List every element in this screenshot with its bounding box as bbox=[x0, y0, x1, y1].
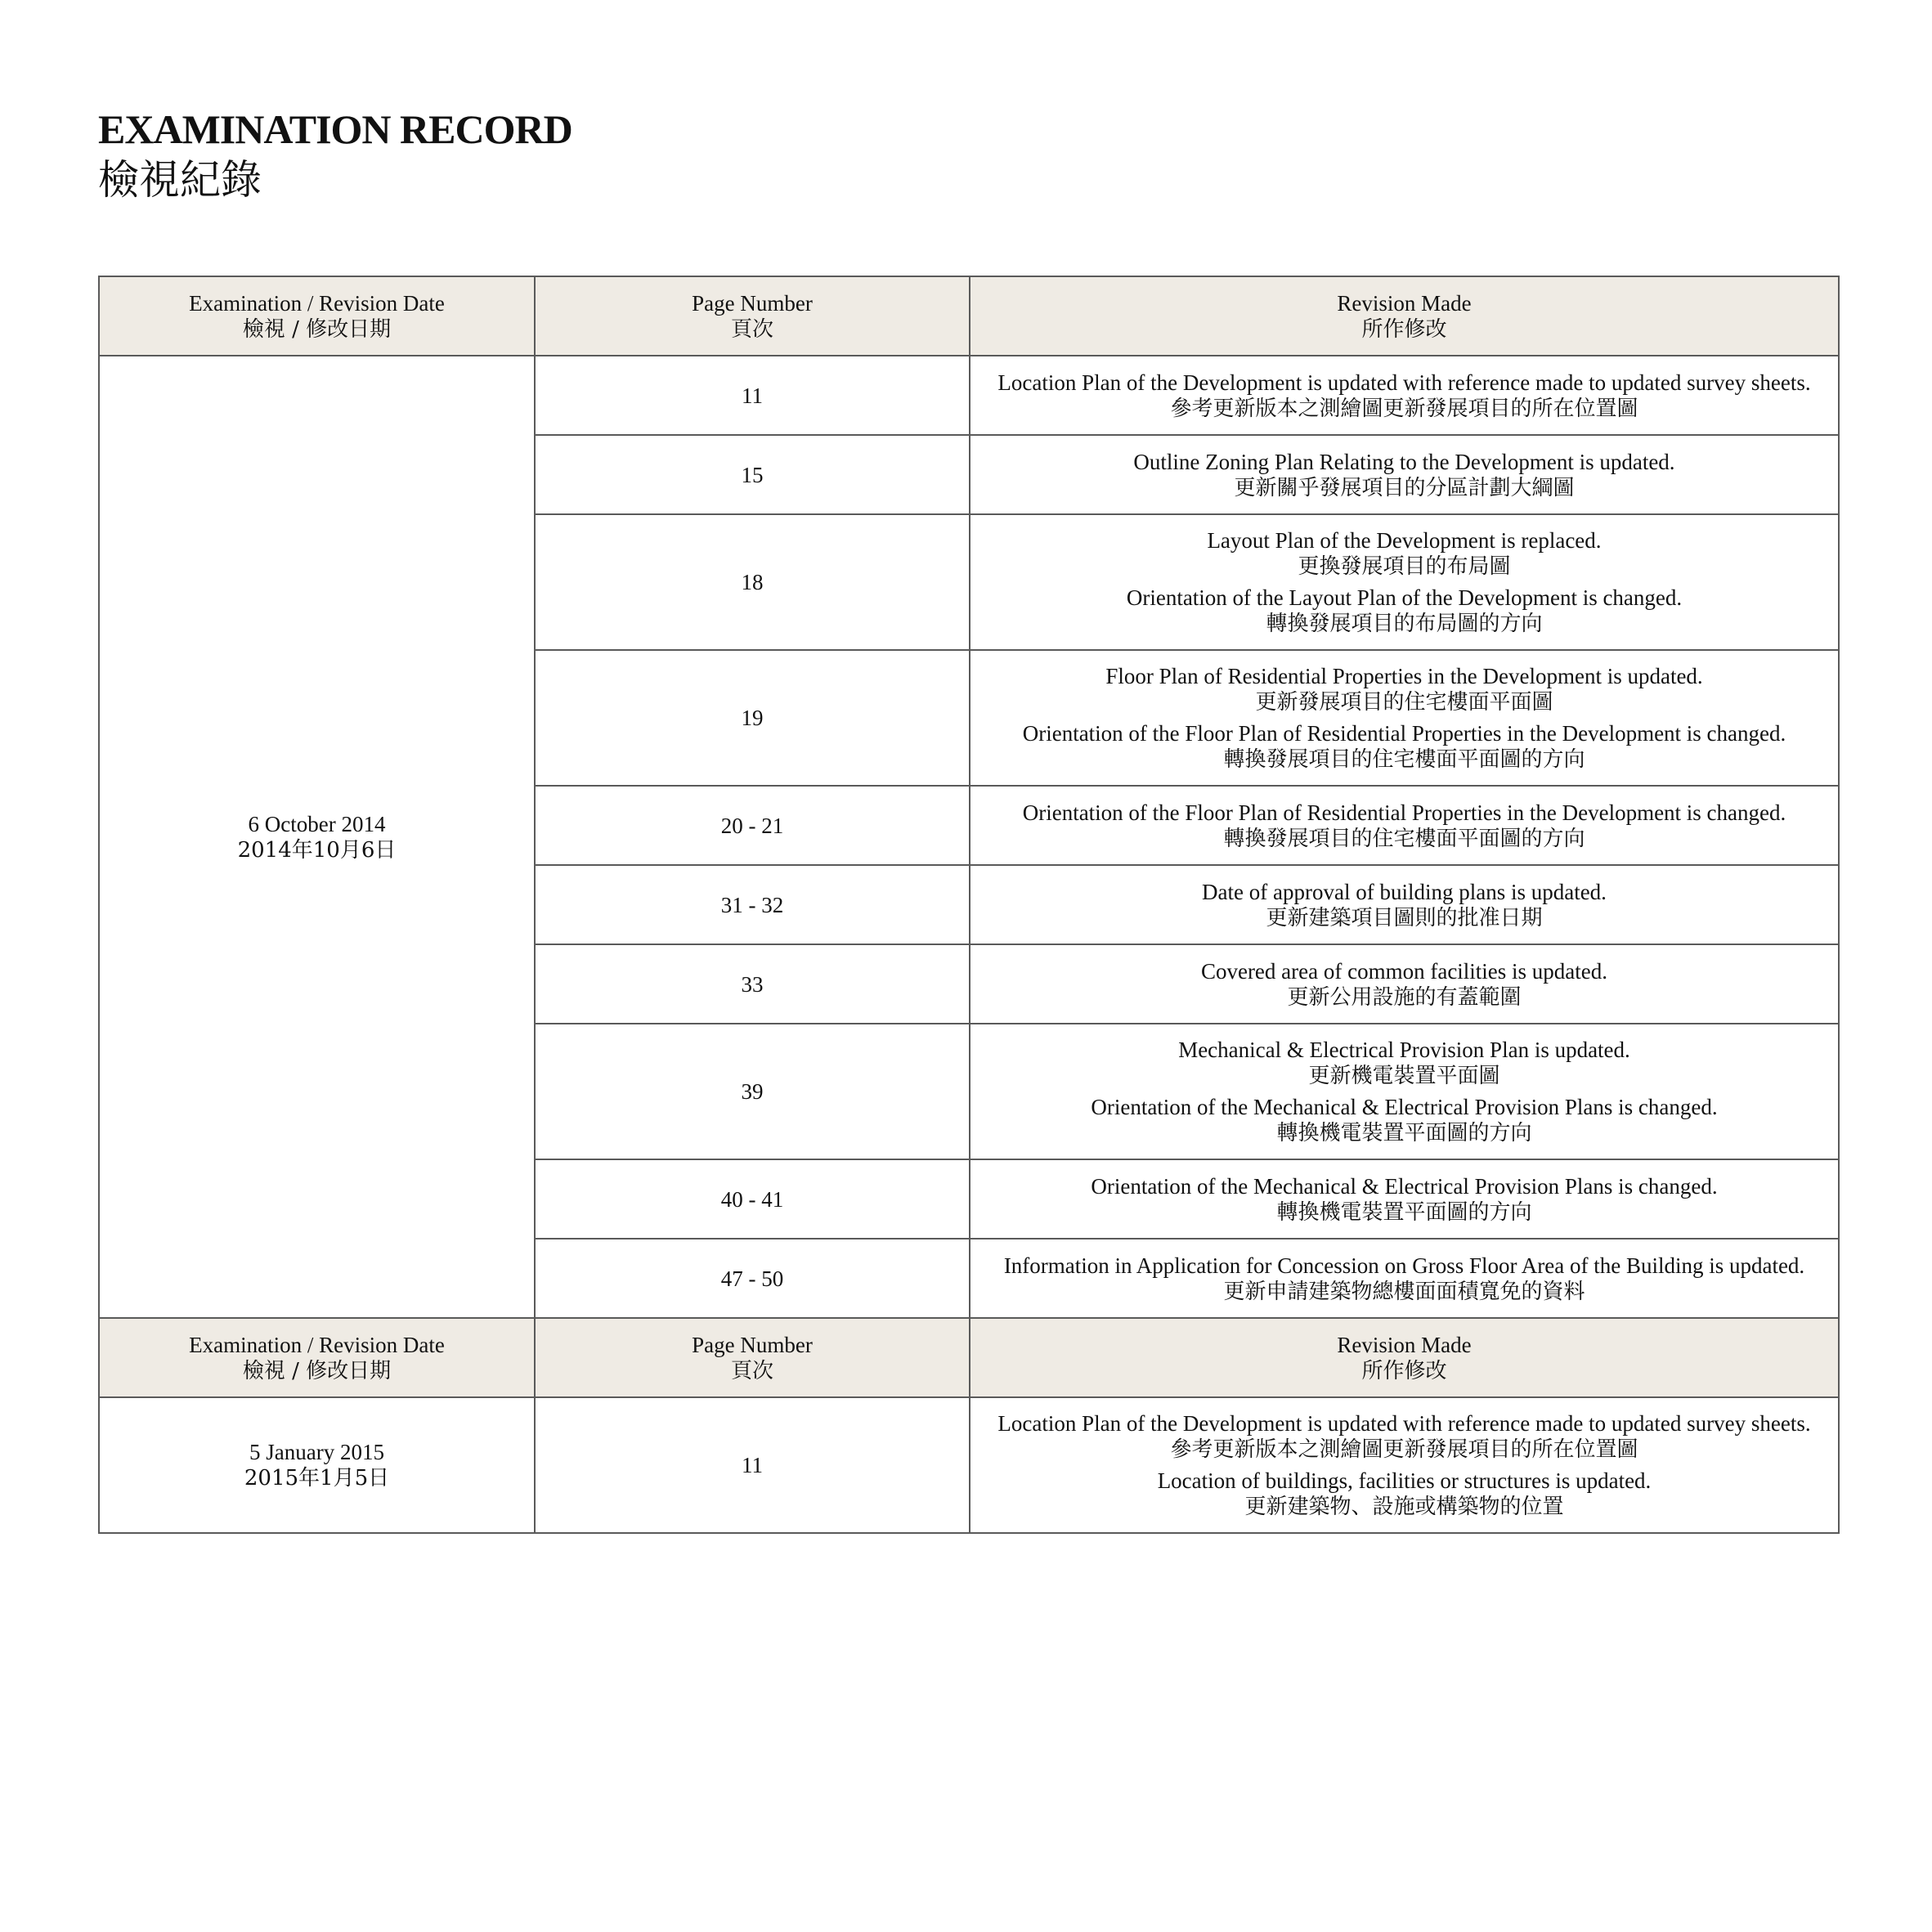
revision-made-cell bbox=[970, 1397, 1839, 1533]
record-table-body bbox=[99, 276, 1839, 1533]
revision-entry bbox=[979, 1468, 1830, 1520]
revision-text-zh: 轉換機電裝置平面圖的方向 bbox=[1276, 1199, 1532, 1225]
revision-text-en: Covered area of common facilities is updated. bbox=[1200, 958, 1608, 984]
header-revision-cell bbox=[970, 1318, 1839, 1397]
header-date-cell-label-en: Examination / Revision Date bbox=[189, 1332, 445, 1357]
revision-text-en: Location of buildings, facilities or structures is updated. bbox=[1157, 1468, 1652, 1493]
revision-text-en: Outline Zoning Plan Relating to the Development is updated. bbox=[1133, 449, 1675, 474]
revision-date-zh: 2014年10月6日 bbox=[237, 837, 397, 863]
page-number-cell bbox=[535, 786, 970, 865]
page-title-chinese: 檢視紀錄 bbox=[98, 156, 262, 204]
revision-text-zh: 轉換機電裝置平面圖的方向 bbox=[1276, 1121, 1532, 1145]
revision-text-zh: 參考更新版本之測繪圖更新發展項目的所在位置圖 bbox=[1170, 1437, 1638, 1462]
header-page-cell-label-zh: 頁次 bbox=[730, 316, 773, 342]
page-number-cell bbox=[535, 356, 970, 435]
revision-entry bbox=[979, 800, 1830, 852]
revision-date-cell bbox=[99, 356, 535, 1318]
page-number: 20 - 21 bbox=[720, 813, 784, 838]
header-date-cell-label-zh: 檢視 / 修改日期 bbox=[242, 1358, 392, 1383]
revision-text-en: Location Plan of the Development is updated with reference made to updated survey sheets. bbox=[997, 1411, 1811, 1436]
revision-entry bbox=[979, 1037, 1830, 1089]
header-date-cell bbox=[99, 1318, 535, 1397]
revision-entry bbox=[979, 1410, 1830, 1463]
header-page-cell-label-en: Page Number bbox=[692, 290, 813, 316]
revision-text-zh: 更新發展項目的住宅樓面平面圖 bbox=[1255, 690, 1553, 715]
page-number-cell bbox=[535, 944, 970, 1024]
revision-text-en: Floor Plan of Residential Properties in the Development is updated. bbox=[1105, 664, 1703, 688]
page-number: 18 bbox=[741, 570, 764, 594]
revision-text-zh: 轉換發展項目的布局圖的方向 bbox=[1266, 612, 1543, 636]
revision-text-zh: 更新申請建築物總樓面面積寬免的資料 bbox=[1223, 1279, 1585, 1304]
revision-date-cell bbox=[99, 1397, 535, 1533]
revision-made-cell bbox=[970, 514, 1839, 650]
page-number: 15 bbox=[741, 462, 764, 487]
page-number: 39 bbox=[741, 1079, 764, 1104]
revision-text-en: Mechanical & Electrical Provision Plan is updated. bbox=[1178, 1038, 1630, 1062]
page-number-cell bbox=[535, 514, 970, 650]
revision-entry bbox=[979, 1253, 1830, 1305]
revision-made-cell bbox=[970, 356, 1839, 435]
revision-entry bbox=[979, 879, 1830, 931]
page-number-cell bbox=[535, 1239, 970, 1318]
revision-made-cell bbox=[970, 944, 1839, 1024]
revision-text-zh: 更新公用設施的有蓋範圍 bbox=[1287, 984, 1522, 1010]
revision-entry bbox=[979, 720, 1830, 773]
revision-entry bbox=[979, 663, 1830, 715]
revision-text-en: Orientation of the Mechanical & Electrical Provision Plans is changed. bbox=[1091, 1173, 1718, 1199]
revision-entry bbox=[979, 1094, 1830, 1146]
header-date-cell-label-en: Examination / Revision Date bbox=[189, 290, 445, 316]
page-number-cell bbox=[535, 1024, 970, 1159]
revision-entry bbox=[979, 1173, 1830, 1226]
revision-date-zh: 2015年1月5日 bbox=[244, 1466, 390, 1490]
revision-text-en: Date of approval of building plans is updated. bbox=[1202, 879, 1607, 904]
page-title: EXAMINATION RECORD bbox=[98, 106, 572, 152]
header-date-cell bbox=[99, 276, 535, 356]
page-number: 19 bbox=[741, 706, 764, 730]
revision-text-en: Location Plan of the Development is updated with reference made to updated survey sheets. bbox=[997, 370, 1811, 395]
revision-made-cell bbox=[970, 650, 1839, 786]
revision-made-cell bbox=[970, 1159, 1839, 1239]
page-number-cell bbox=[535, 865, 970, 944]
header-page-cell-label-zh: 頁次 bbox=[730, 1358, 773, 1383]
revision-made-cell bbox=[970, 435, 1839, 514]
page-number: 11 bbox=[742, 1453, 763, 1477]
page-number-cell bbox=[535, 1397, 970, 1533]
revision-made-cell bbox=[970, 786, 1839, 865]
revision-entry bbox=[979, 958, 1830, 1011]
revision-made-cell bbox=[970, 1024, 1839, 1159]
page-number-cell bbox=[535, 1159, 970, 1239]
revision-text-en: Orientation of the Floor Plan of Residential Properties in the Development is changed. bbox=[1022, 800, 1786, 825]
revision-made-cell bbox=[970, 865, 1839, 944]
revision-made-cell bbox=[970, 1239, 1839, 1318]
page-number: 11 bbox=[742, 383, 763, 408]
page-number: 47 - 50 bbox=[720, 1266, 784, 1291]
page-number-cell bbox=[535, 435, 970, 514]
page-number: 31 - 32 bbox=[720, 892, 784, 917]
header-revision-cell-label-zh: 所作修改 bbox=[1361, 1358, 1447, 1383]
revision-date-en: 5 January 2015 bbox=[249, 1440, 384, 1464]
revision-entry bbox=[979, 585, 1830, 637]
page-number-cell bbox=[535, 650, 970, 786]
revision-text-zh: 參考更新版本之測繪圖更新發展項目的所在位置圖 bbox=[1170, 396, 1638, 421]
header-revision-cell-label-zh: 所作修改 bbox=[1361, 316, 1447, 342]
header-page-cell-label-en: Page Number bbox=[692, 1332, 813, 1357]
revision-text-en: Orientation of the Floor Plan of Residential Properties in the Development is changed. bbox=[1022, 721, 1786, 746]
revision-entry bbox=[979, 449, 1830, 501]
revision-text-zh: 更換發展項目的布局圖 bbox=[1298, 554, 1511, 579]
header-page-cell bbox=[535, 276, 970, 356]
revision-text-zh: 更新關乎發展項目的分區計劃大綱圖 bbox=[1234, 475, 1575, 500]
table-row bbox=[99, 356, 1839, 435]
header-revision-cell-label-en: Revision Made bbox=[1337, 1332, 1472, 1357]
revision-entry bbox=[979, 370, 1830, 422]
examination-record-table bbox=[98, 276, 1840, 1534]
revision-text-zh: 轉換發展項目的住宅樓面平面圖的方向 bbox=[1223, 826, 1585, 851]
header-row bbox=[99, 276, 1839, 356]
header-revision-cell-label-en: Revision Made bbox=[1337, 290, 1472, 316]
title-block bbox=[98, 106, 572, 206]
header-revision-cell bbox=[970, 276, 1839, 356]
revision-text-en: Layout Plan of the Development is replaced. bbox=[1207, 528, 1602, 553]
header-row bbox=[99, 1318, 1839, 1397]
revision-date-en: 6 October 2014 bbox=[248, 811, 386, 836]
page-number: 40 - 41 bbox=[720, 1186, 784, 1212]
table-row bbox=[99, 1397, 1839, 1533]
header-date-cell-label-zh: 檢視 / 修改日期 bbox=[242, 316, 392, 342]
header-page-cell bbox=[535, 1318, 970, 1397]
revision-text-zh: 更新機電裝置平面圖 bbox=[1308, 1064, 1500, 1088]
revision-entry bbox=[979, 527, 1830, 580]
revision-text-en: Orientation of the Mechanical & Electrical Provision Plans is changed. bbox=[1091, 1095, 1718, 1119]
revision-text-zh: 更新建築物、設施或構築物的位置 bbox=[1244, 1495, 1564, 1519]
revision-text-en: Orientation of the Layout Plan of the Development is changed. bbox=[1126, 585, 1683, 610]
revision-text-zh: 更新建築項目圖則的批准日期 bbox=[1266, 905, 1543, 930]
revision-text-zh: 轉換發展項目的住宅樓面平面圖的方向 bbox=[1223, 747, 1585, 772]
revision-text-en: Information in Application for Concession on Gross Floor Area of the Building is updated. bbox=[1003, 1253, 1805, 1278]
page-number: 33 bbox=[741, 971, 764, 997]
